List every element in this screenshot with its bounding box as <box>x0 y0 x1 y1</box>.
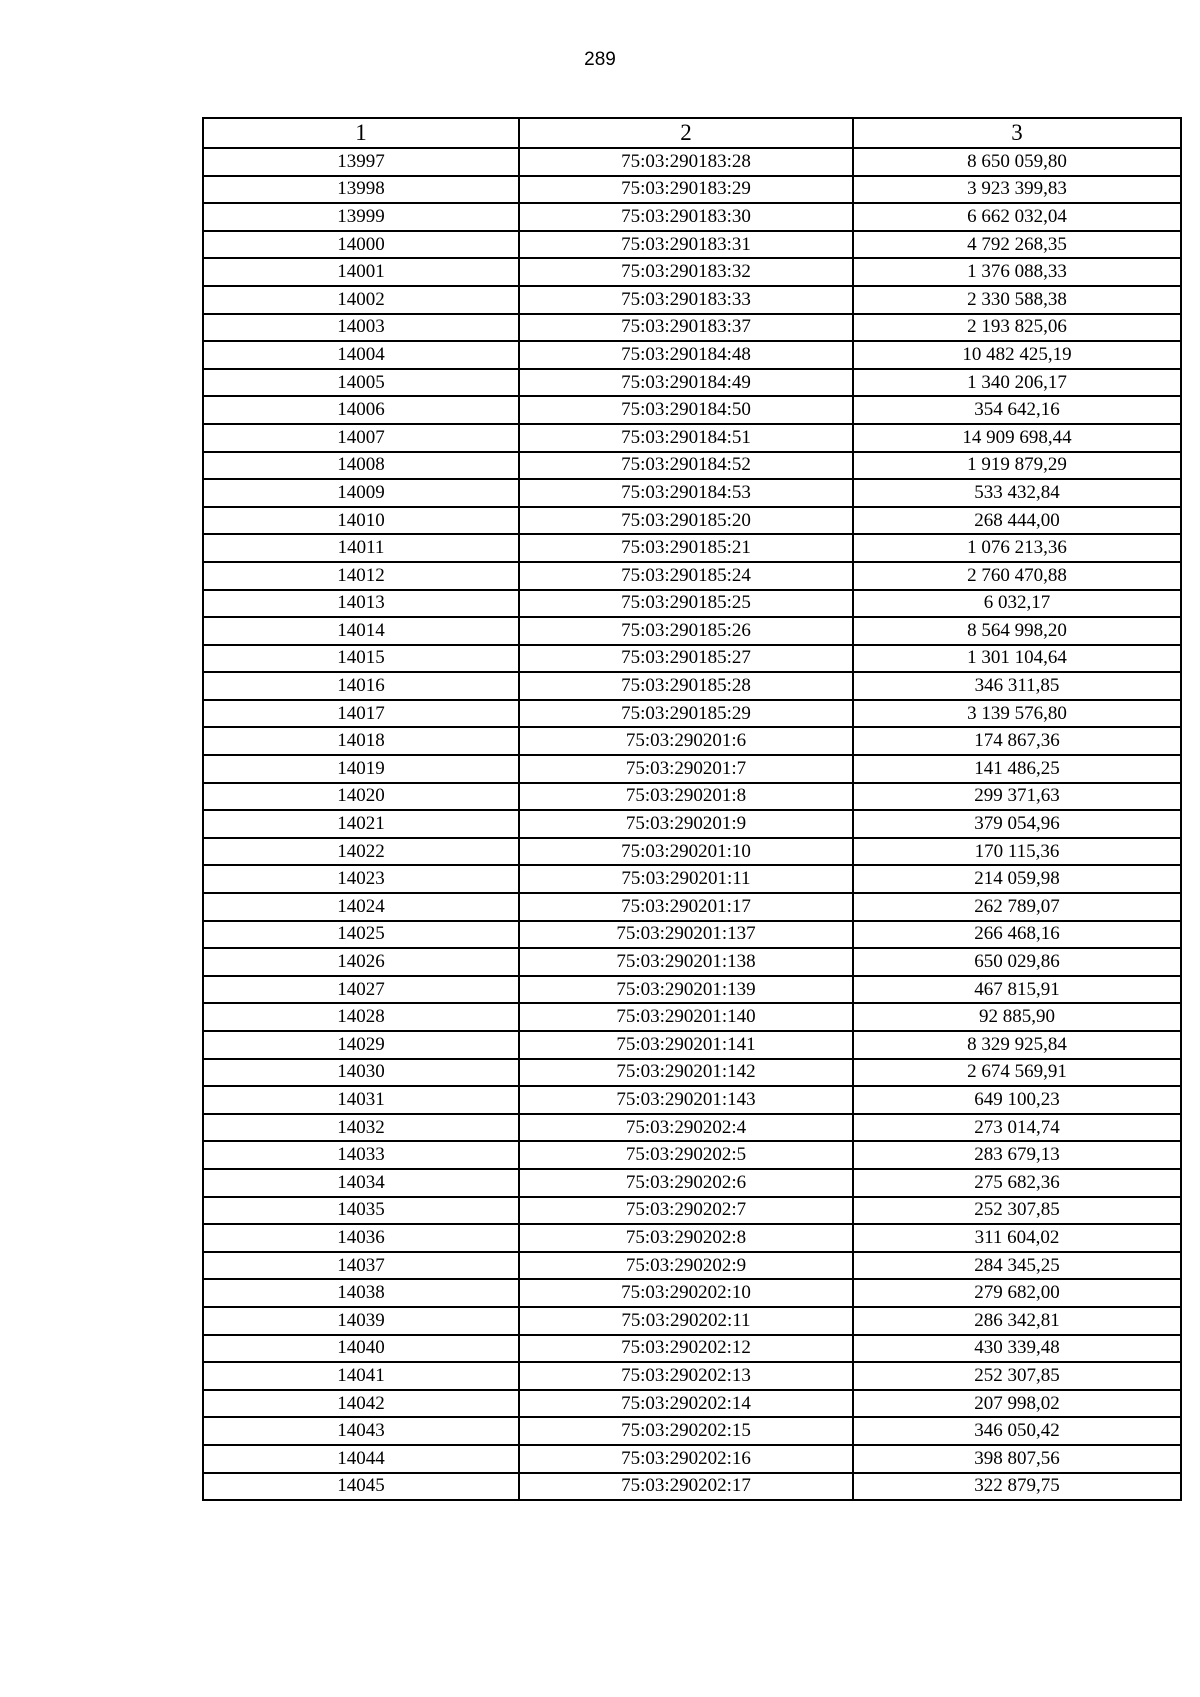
cadastral-number-cell: 75:03:290185:20 <box>519 507 853 535</box>
cadastral-number-cell: 75:03:290185:21 <box>519 534 853 562</box>
cadastral-number-cell: 75:03:290202:12 <box>519 1335 853 1363</box>
table-row <box>203 1224 1181 1252</box>
table-row <box>203 258 1181 286</box>
cadastral-number-cell: 75:03:290201:140 <box>519 1003 853 1031</box>
cadastral-number-cell: 75:03:290201:6 <box>519 727 853 755</box>
cadastral-value-cell: 398 807,56 <box>853 1445 1181 1473</box>
table-row <box>203 1417 1181 1445</box>
cadastral-number-cell: 75:03:290184:48 <box>519 341 853 369</box>
table-row <box>203 148 1181 176</box>
table-row <box>203 700 1181 728</box>
cadastral-value-cell: 275 682,36 <box>853 1169 1181 1197</box>
cadastral-number-cell: 75:03:290202:16 <box>519 1445 853 1473</box>
table-header-row <box>203 118 1181 148</box>
cadastral-value-cell: 2 330 588,38 <box>853 286 1181 314</box>
cadastral-value-cell: 1 076 213,36 <box>853 534 1181 562</box>
cadastral-number-cell: 75:03:290183:37 <box>519 314 853 342</box>
row-number-cell: 14024 <box>203 893 519 921</box>
cadastral-number-cell: 75:03:290185:24 <box>519 562 853 590</box>
row-number-cell: 14020 <box>203 783 519 811</box>
table-row <box>203 810 1181 838</box>
row-number-cell: 14036 <box>203 1224 519 1252</box>
row-number-cell: 14005 <box>203 369 519 397</box>
table-row <box>203 1031 1181 1059</box>
cadastral-value-cell: 379 054,96 <box>853 810 1181 838</box>
row-number-cell: 14042 <box>203 1390 519 1418</box>
cadastral-number-cell: 75:03:290202:14 <box>519 1390 853 1418</box>
table-row <box>203 727 1181 755</box>
row-number-cell: 14003 <box>203 314 519 342</box>
row-number-cell: 14007 <box>203 424 519 452</box>
cadastral-value-cell: 6 032,17 <box>853 590 1181 618</box>
table-row <box>203 1252 1181 1280</box>
cadastral-value-cell: 533 432,84 <box>853 479 1181 507</box>
table-row <box>203 1086 1181 1114</box>
cadastral-value-cell: 283 679,13 <box>853 1141 1181 1169</box>
cadastral-value-cell: 10 482 425,19 <box>853 341 1181 369</box>
table-row <box>203 645 1181 673</box>
cadastral-number-cell: 75:03:290183:32 <box>519 258 853 286</box>
row-number-cell: 14009 <box>203 479 519 507</box>
cadastral-number-cell: 75:03:290201:139 <box>519 976 853 1004</box>
table-row <box>203 1141 1181 1169</box>
cadastral-value-cell: 170 115,36 <box>853 838 1181 866</box>
cadastral-number-cell: 75:03:290185:26 <box>519 617 853 645</box>
table-row <box>203 396 1181 424</box>
cadastral-value-cell: 3 923 399,83 <box>853 176 1181 204</box>
cadastral-number-cell: 75:03:290184:53 <box>519 479 853 507</box>
row-number-cell: 14027 <box>203 976 519 1004</box>
table-row <box>203 534 1181 562</box>
row-number-cell: 14035 <box>203 1197 519 1225</box>
column-header-2: 2 <box>519 118 853 148</box>
cadastral-number-cell: 75:03:290201:17 <box>519 893 853 921</box>
cadastral-number-cell: 75:03:290202:6 <box>519 1169 853 1197</box>
cadastral-value-cell: 3 139 576,80 <box>853 700 1181 728</box>
table-row <box>203 1307 1181 1335</box>
table-row <box>203 507 1181 535</box>
table-row <box>203 341 1181 369</box>
cadastral-value-cell: 268 444,00 <box>853 507 1181 535</box>
row-number-cell: 14022 <box>203 838 519 866</box>
cadastral-value-cell: 311 604,02 <box>853 1224 1181 1252</box>
row-number-cell: 14013 <box>203 590 519 618</box>
cadastral-value-cell: 141 486,25 <box>853 755 1181 783</box>
table-body <box>203 148 1181 1500</box>
column-header-3: 3 <box>853 118 1181 148</box>
cadastral-value-cell: 1 919 879,29 <box>853 452 1181 480</box>
table-row <box>203 176 1181 204</box>
row-number-cell: 14000 <box>203 231 519 259</box>
cadastral-number-cell: 75:03:290202:7 <box>519 1197 853 1225</box>
table-row <box>203 893 1181 921</box>
cadastral-value-cell: 322 879,75 <box>853 1473 1181 1501</box>
table-row <box>203 783 1181 811</box>
table-row <box>203 1059 1181 1087</box>
table-row <box>203 976 1181 1004</box>
cadastral-value-table <box>202 117 1182 1501</box>
row-number-cell: 13997 <box>203 148 519 176</box>
table-row <box>203 479 1181 507</box>
cadastral-number-cell: 75:03:290201:142 <box>519 1059 853 1087</box>
table-row <box>203 1473 1181 1501</box>
row-number-cell: 14040 <box>203 1335 519 1363</box>
table-row <box>203 1445 1181 1473</box>
cadastral-number-cell: 75:03:290183:33 <box>519 286 853 314</box>
table-row <box>203 948 1181 976</box>
row-number-cell: 14029 <box>203 1031 519 1059</box>
row-number-cell: 14041 <box>203 1362 519 1390</box>
cadastral-number-cell: 75:03:290202:5 <box>519 1141 853 1169</box>
table-row <box>203 1003 1181 1031</box>
table-row <box>203 286 1181 314</box>
cadastral-value-cell: 1 376 088,33 <box>853 258 1181 286</box>
row-number-cell: 14015 <box>203 645 519 673</box>
table-row <box>203 1279 1181 1307</box>
table-row <box>203 203 1181 231</box>
cadastral-value-cell: 6 662 032,04 <box>853 203 1181 231</box>
table-row <box>203 865 1181 893</box>
row-number-cell: 13999 <box>203 203 519 231</box>
row-number-cell: 14034 <box>203 1169 519 1197</box>
cadastral-number-cell: 75:03:290202:17 <box>519 1473 853 1501</box>
cadastral-value-cell: 4 792 268,35 <box>853 231 1181 259</box>
table-row <box>203 231 1181 259</box>
cadastral-value-cell: 174 867,36 <box>853 727 1181 755</box>
cadastral-number-cell: 75:03:290201:11 <box>519 865 853 893</box>
cadastral-number-cell: 75:03:290185:25 <box>519 590 853 618</box>
cadastral-value-cell: 467 815,91 <box>853 976 1181 1004</box>
cadastral-number-cell: 75:03:290202:11 <box>519 1307 853 1335</box>
cadastral-number-cell: 75:03:290183:28 <box>519 148 853 176</box>
cadastral-number-cell: 75:03:290183:31 <box>519 231 853 259</box>
cadastral-value-cell: 252 307,85 <box>853 1362 1181 1390</box>
cadastral-value-cell: 284 345,25 <box>853 1252 1181 1280</box>
row-number-cell: 14045 <box>203 1473 519 1501</box>
cadastral-number-cell: 75:03:290201:8 <box>519 783 853 811</box>
cadastral-value-cell: 8 564 998,20 <box>853 617 1181 645</box>
row-number-cell: 14019 <box>203 755 519 783</box>
row-number-cell: 14018 <box>203 727 519 755</box>
column-header-1: 1 <box>203 118 519 148</box>
table-row <box>203 1362 1181 1390</box>
cadastral-value-cell: 8 329 925,84 <box>853 1031 1181 1059</box>
cadastral-value-cell: 266 468,16 <box>853 921 1181 949</box>
cadastral-value-cell: 286 342,81 <box>853 1307 1181 1335</box>
table-row <box>203 562 1181 590</box>
cadastral-number-cell: 75:03:290184:52 <box>519 452 853 480</box>
cadastral-number-cell: 75:03:290183:29 <box>519 176 853 204</box>
cadastral-value-cell: 252 307,85 <box>853 1197 1181 1225</box>
row-number-cell: 14002 <box>203 286 519 314</box>
row-number-cell: 14032 <box>203 1114 519 1142</box>
table-row <box>203 755 1181 783</box>
cadastral-number-cell: 75:03:290184:50 <box>519 396 853 424</box>
cadastral-number-cell: 75:03:290201:10 <box>519 838 853 866</box>
cadastral-value-cell: 649 100,23 <box>853 1086 1181 1114</box>
table-row <box>203 369 1181 397</box>
cadastral-number-cell: 75:03:290201:7 <box>519 755 853 783</box>
cadastral-value-cell: 273 014,74 <box>853 1114 1181 1142</box>
row-number-cell: 14044 <box>203 1445 519 1473</box>
cadastral-value-cell: 262 789,07 <box>853 893 1181 921</box>
cadastral-number-cell: 75:03:290202:8 <box>519 1224 853 1252</box>
cadastral-value-cell: 354 642,16 <box>853 396 1181 424</box>
table-row <box>203 1390 1181 1418</box>
row-number-cell: 14023 <box>203 865 519 893</box>
cadastral-value-cell: 1 301 104,64 <box>853 645 1181 673</box>
cadastral-value-cell: 2 760 470,88 <box>853 562 1181 590</box>
cadastral-number-cell: 75:03:290201:143 <box>519 1086 853 1114</box>
row-number-cell: 14037 <box>203 1252 519 1280</box>
table-row <box>203 672 1181 700</box>
table-row <box>203 314 1181 342</box>
page-number: 289 <box>584 49 616 70</box>
table-row <box>203 1169 1181 1197</box>
cadastral-number-cell: 75:03:290185:28 <box>519 672 853 700</box>
cadastral-number-cell: 75:03:290184:51 <box>519 424 853 452</box>
cadastral-value-cell: 14 909 698,44 <box>853 424 1181 452</box>
table-row <box>203 452 1181 480</box>
row-number-cell: 14014 <box>203 617 519 645</box>
cadastral-value-cell: 214 059,98 <box>853 865 1181 893</box>
table-row <box>203 590 1181 618</box>
cadastral-number-cell: 75:03:290185:27 <box>519 645 853 673</box>
cadastral-number-cell: 75:03:290184:49 <box>519 369 853 397</box>
table-row <box>203 1114 1181 1142</box>
row-number-cell: 14017 <box>203 700 519 728</box>
table-row <box>203 617 1181 645</box>
table-row <box>203 1197 1181 1225</box>
cadastral-number-cell: 75:03:290202:15 <box>519 1417 853 1445</box>
table-row <box>203 838 1181 866</box>
cadastral-number-cell: 75:03:290202:4 <box>519 1114 853 1142</box>
cadastral-value-cell: 1 340 206,17 <box>853 369 1181 397</box>
row-number-cell: 14012 <box>203 562 519 590</box>
cadastral-value-cell: 650 029,86 <box>853 948 1181 976</box>
row-number-cell: 14030 <box>203 1059 519 1087</box>
cadastral-value-cell: 8 650 059,80 <box>853 148 1181 176</box>
row-number-cell: 14033 <box>203 1141 519 1169</box>
row-number-cell: 14028 <box>203 1003 519 1031</box>
row-number-cell: 14043 <box>203 1417 519 1445</box>
row-number-cell: 14004 <box>203 341 519 369</box>
row-number-cell: 14008 <box>203 452 519 480</box>
row-number-cell: 14016 <box>203 672 519 700</box>
table-row <box>203 1335 1181 1363</box>
table-row <box>203 424 1181 452</box>
cadastral-value-cell: 299 371,63 <box>853 783 1181 811</box>
row-number-cell: 14006 <box>203 396 519 424</box>
cadastral-number-cell: 75:03:290202:9 <box>519 1252 853 1280</box>
cadastral-value-cell: 2 193 825,06 <box>853 314 1181 342</box>
cadastral-number-cell: 75:03:290201:9 <box>519 810 853 838</box>
cadastral-number-cell: 75:03:290185:29 <box>519 700 853 728</box>
cadastral-number-cell: 75:03:290201:137 <box>519 921 853 949</box>
cadastral-value-cell: 207 998,02 <box>853 1390 1181 1418</box>
row-number-cell: 14026 <box>203 948 519 976</box>
cadastral-value-cell: 346 311,85 <box>853 672 1181 700</box>
cadastral-value-cell: 346 050,42 <box>853 1417 1181 1445</box>
cadastral-number-cell: 75:03:290183:30 <box>519 203 853 231</box>
row-number-cell: 14021 <box>203 810 519 838</box>
cadastral-value-cell: 92 885,90 <box>853 1003 1181 1031</box>
row-number-cell: 14011 <box>203 534 519 562</box>
cadastral-number-cell: 75:03:290201:141 <box>519 1031 853 1059</box>
cadastral-value-cell: 279 682,00 <box>853 1279 1181 1307</box>
row-number-cell: 13998 <box>203 176 519 204</box>
row-number-cell: 14001 <box>203 258 519 286</box>
row-number-cell: 14031 <box>203 1086 519 1114</box>
row-number-cell: 14025 <box>203 921 519 949</box>
cadastral-number-cell: 75:03:290202:13 <box>519 1362 853 1390</box>
row-number-cell: 14039 <box>203 1307 519 1335</box>
row-number-cell: 14038 <box>203 1279 519 1307</box>
cadastral-number-cell: 75:03:290201:138 <box>519 948 853 976</box>
row-number-cell: 14010 <box>203 507 519 535</box>
table-row <box>203 921 1181 949</box>
cadastral-value-cell: 430 339,48 <box>853 1335 1181 1363</box>
cadastral-number-cell: 75:03:290202:10 <box>519 1279 853 1307</box>
cadastral-value-cell: 2 674 569,91 <box>853 1059 1181 1087</box>
